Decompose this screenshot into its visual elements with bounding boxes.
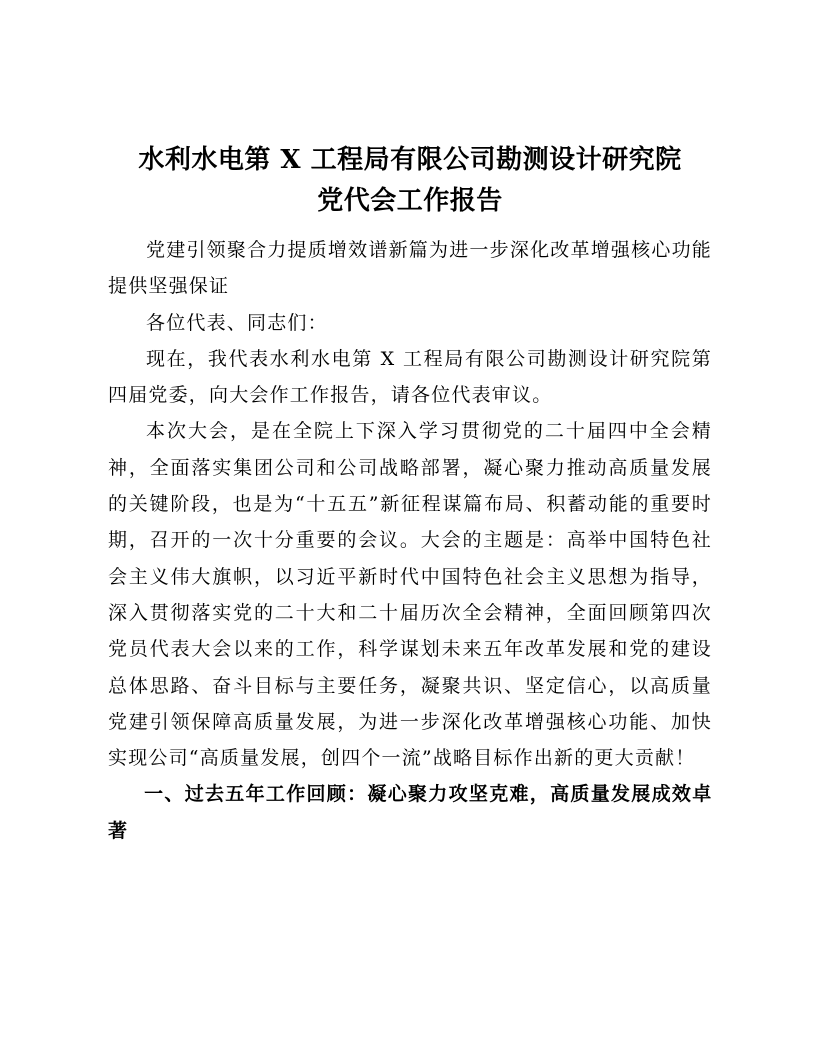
salutation-paragraph: 各位代表、同志们：	[146, 311, 328, 334]
theme-paragraph: 本次大会，是在全院上下深入学习贯彻党的二十届四中全会精神，全面落实集团公司和公司战略部署，凝心聚力推动高质量发展的关键阶段，也是为“十五五”新征程谋篇布局、积蓄动能的重要时期，召开的一次十分重要的会议。大会的主题是：高举中国特色社会主义伟大旗帜，以习近平新时代中国特色社会主义思想为指导，深入贯彻落实党的二十大和二十届历次全会精神，全面回顾第四次党员代表大会以来的工作，科学谋划未来五年改革发展和党的建设总体思路、奋斗目标与主要任务，凝聚共识、坚定信心，以高质量党建引领保障高质量发展，为进一步深化改革增强核心功能、加快实现公司“高质量发展，创四个一流”战略目标作出新的更大贡献！	[108, 420, 712, 770]
section-heading: 一、过去五年工作回顾：凝心聚力攻坚克难，高质量发展成效卓著	[108, 783, 712, 842]
document-body	[108, 140, 712, 849]
subtitle-paragraph: 党建引领聚合力提质增效谱新篇为进一步深化改革增强核心功能提供坚强保证	[108, 239, 712, 298]
intro-paragraph: 现在，我代表水利水电第 X 工程局有限公司勘测设计研究院第四届党委，向大会作工作报告，请各位代表审议。	[108, 347, 712, 407]
title-line-2: 党代会工作报告	[317, 186, 503, 216]
document-title	[108, 140, 712, 222]
title-line-1: 水利水电第 X 工程局有限公司勘测设计研究院	[138, 145, 682, 175]
